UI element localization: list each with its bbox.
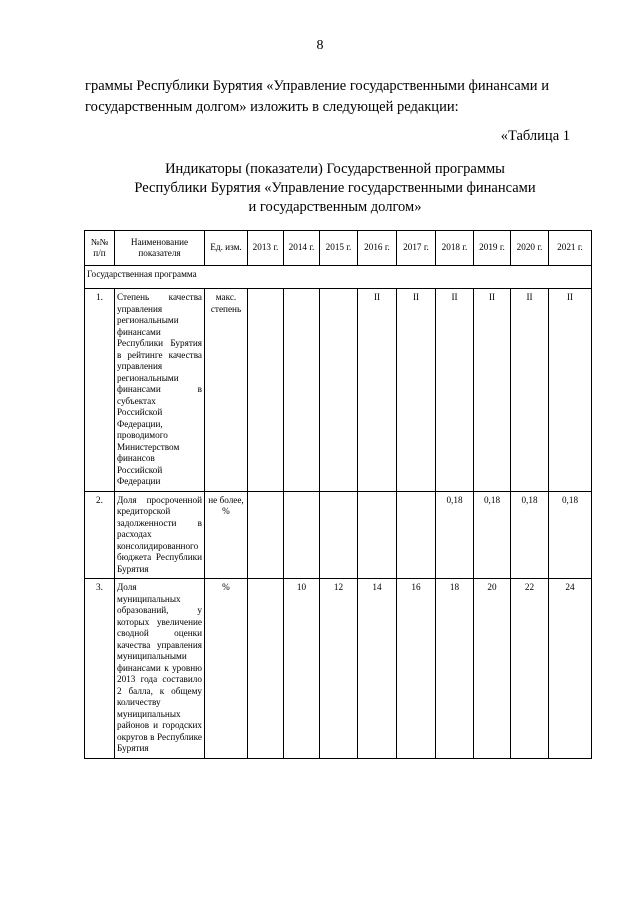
table-row — [85, 491, 592, 579]
header-num: №№ п/п — [85, 231, 115, 266]
header-year: 2021 г. — [549, 231, 592, 266]
header-year: 2016 г. — [358, 231, 397, 266]
row-number: 2. — [85, 491, 115, 579]
value-cell: 20 — [474, 579, 511, 759]
value-cell: 10 — [284, 579, 320, 759]
table-row — [85, 289, 592, 492]
value-cell — [320, 491, 358, 579]
header-year: 2015 г. — [320, 231, 358, 266]
value-cell — [397, 491, 436, 579]
value-cell: 22 — [511, 579, 549, 759]
value-cell — [284, 289, 320, 492]
table-title — [85, 160, 585, 217]
value-cell: 0,18 — [549, 491, 592, 579]
row-number: 1. — [85, 289, 115, 492]
table-label: «Таблица 1 — [500, 128, 570, 144]
value-cell — [320, 289, 358, 492]
value-cell: 0,18 — [511, 491, 549, 579]
header-year: 2019 г. — [474, 231, 511, 266]
value-cell — [284, 491, 320, 579]
indicator-name: Доля просроченной кредиторской задолженности в расходах консолидированного бюджета Республики Бурятия — [115, 491, 205, 579]
value-cell: II — [474, 289, 511, 492]
header-year: 2018 г. — [436, 231, 474, 266]
indicators-table — [84, 230, 592, 759]
header-year: 2017 г. — [397, 231, 436, 266]
value-cell: 0,18 — [474, 491, 511, 579]
value-cell: II — [358, 289, 397, 492]
value-cell: 0,18 — [436, 491, 474, 579]
page-number: 8 — [316, 38, 324, 53]
indicator-unit: не более, % — [205, 491, 248, 579]
value-cell: 16 — [397, 579, 436, 759]
indicator-name: Доля муниципальных образований, у которых увеличение сводной оценки качества управления муниципальными финансами к уровню 2013 года составило 2 балла, к общему количеству муниципальных районов и городских округов в Республике Бурятия — [115, 579, 205, 759]
section-title: Государственная программа — [85, 266, 592, 289]
value-cell: II — [549, 289, 592, 492]
value-cell: II — [511, 289, 549, 492]
intro-text: граммы Республики Бурятия «Управление государственными финансами и государственным долгом» изложить в следующей редакции: — [85, 78, 549, 115]
header-name: Наименование показателя — [115, 231, 205, 266]
section-row — [85, 266, 592, 289]
title-line: Республики Бурятия «Управление государственными финансами — [134, 180, 536, 196]
value-cell: 18 — [436, 579, 474, 759]
value-cell: 24 — [549, 579, 592, 759]
indicator-unit: % — [205, 579, 248, 759]
indicator-unit: макс. степень — [205, 289, 248, 492]
table-row — [85, 579, 592, 759]
header-year: 2020 г. — [511, 231, 549, 266]
header-unit: Ед. изм. — [205, 231, 248, 266]
value-cell: II — [436, 289, 474, 492]
value-cell: 14 — [358, 579, 397, 759]
header-row — [85, 231, 592, 266]
row-number: 3. — [85, 579, 115, 759]
header-year: 2013 г. — [248, 231, 284, 266]
header-year: 2014 г. — [284, 231, 320, 266]
value-cell: II — [397, 289, 436, 492]
title-line: Индикаторы (показатели) Государственной программы — [165, 161, 505, 177]
indicator-name: Степень качества управления региональными финансами Республики Бурятия в рейтинге качества управления региональными финансами в субъектах Российской Федерации, проводимого Министерством финансов Российской Федерации — [115, 289, 205, 492]
value-cell: 12 — [320, 579, 358, 759]
value-cell — [248, 491, 284, 579]
value-cell — [248, 289, 284, 492]
title-line: и государственным долгом» — [248, 199, 422, 215]
value-cell — [358, 491, 397, 579]
value-cell — [248, 579, 284, 759]
